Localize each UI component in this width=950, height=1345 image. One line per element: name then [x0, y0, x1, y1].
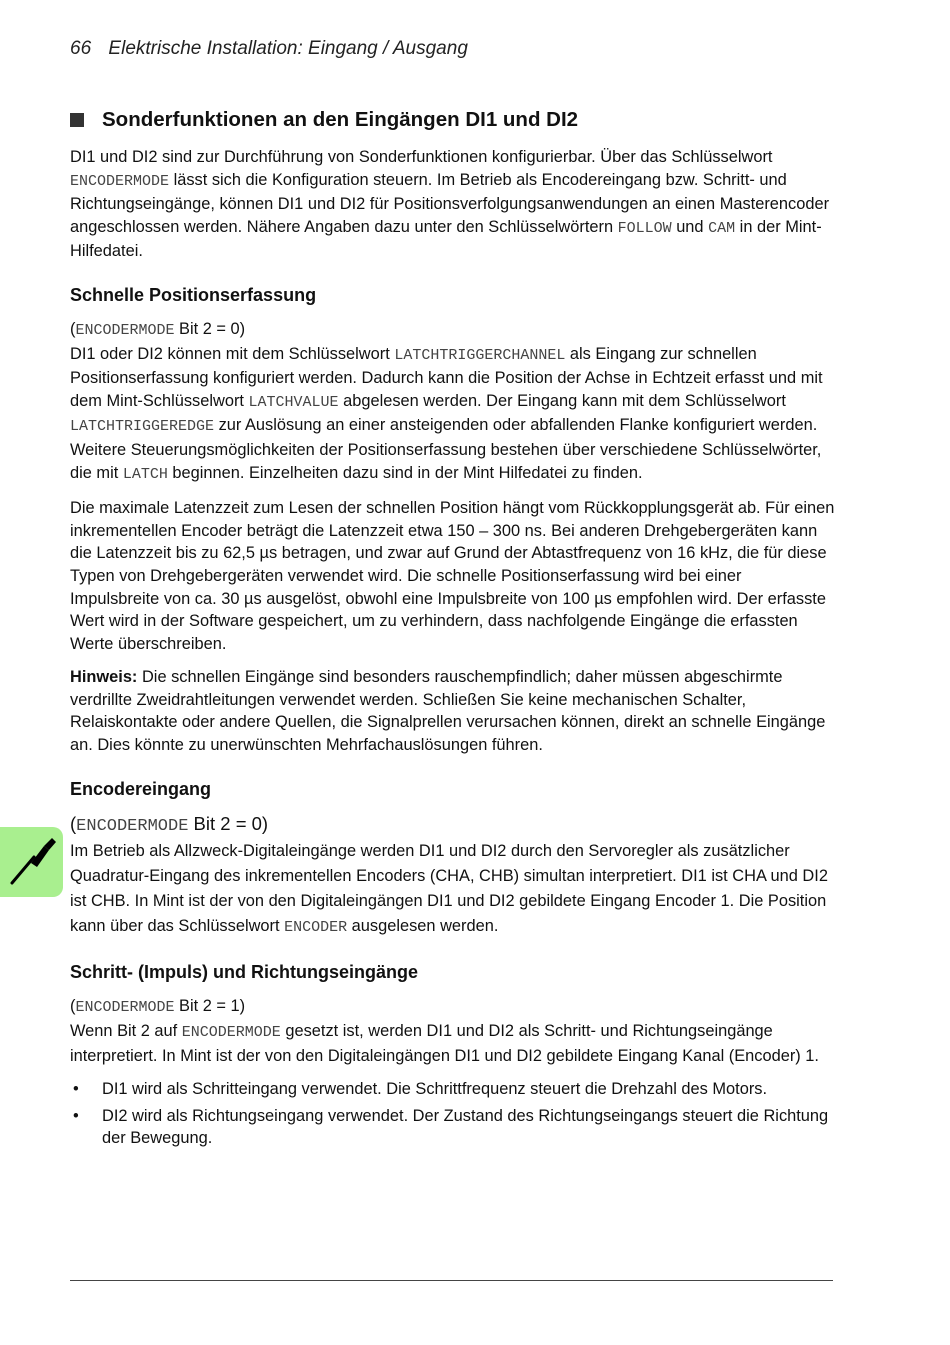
section-heading — [70, 108, 835, 132]
page-header — [70, 38, 468, 60]
list-item: • DI2 wird als Richtungseingang verwendet. Der Zustand des Richtungseingangs steuert die Richtung der Bewegung. — [73, 1106, 829, 1148]
section-tab — [0, 827, 63, 897]
note-paragraph: Hinweis: Die schnellen Eingänge sind besonders rauschempfindlich; daher müssen abgeschirmte verdrillte Zweidrahtleitungen verwendet werden. Schließen Sie keine mechanischen Schalter, Relaiskontakte oder andere Quellen, die Signalprellen verursachen können, direkt an schnelle Eingänge an. Dies könnte zu unerwünschten Mehrfachauslösungen führen. — [70, 668, 826, 755]
fast-capture-paragraph-1: (ENCODERMODE Bit 2 = 0) DI1 oder DI2 können mit dem Schlüsselwort LATCHTRIGGERCHANNEL als Eingang zur schnellen Positionserfassung konfiguriert werden. Dadurch kann die Position der Achse in Echtzeit erfasst und mit dem Mint-Schlüsselwort LATCHVALUE abgelesen werden. Der Eingang kann mit dem Schlüsselwort LATCHTRIGGEREDGE zur Auslösung an einer ansteigenden oder abfallenden Flanke konfiguriert werden. Weitere Steuerungsmöglichkeiten der Positionserfassung bestehen über verschiedene Schlüsselwörter, die mit LATCH beginnen. Einzelheiten dazu sind in der Mint Hilfedatei zu finden. — [70, 318, 835, 486]
bullet-icon: • — [73, 1080, 79, 1099]
page-content — [70, 108, 835, 1154]
fast-capture-condition: (ENCODERMODE Bit 2 = 0) — [70, 319, 246, 339]
footer-rule — [70, 1280, 833, 1281]
encoder-input-heading: Encodereingang — [70, 778, 212, 799]
page-header-title: Elektrische Installation: Eingang / Ausgang — [108, 38, 468, 59]
step-direction-condition: (ENCODERMODE Bit 2 = 1) — [70, 997, 246, 1017]
page-number: 66 — [70, 38, 92, 59]
fast-capture-heading: Schnelle Positionserfassung — [70, 284, 317, 305]
intro-paragraph: DI1 und DI2 sind zur Durchführung von Sonderfunktionen konfigurierbar. Über das Schlüsselwort ENCODERMODE lässt sich die Konfiguration steuern. Im Betrieb als Encodereingang bzw. Schritt- und Richtungseingänge, können DI1 und DI2 für Positionsverfolgungsanwendungen an einen Masterencoder angeschlossen werden. Nähere Angaben dazu unter den Schlüsselwörtern FOLLOW und CAM in der Mint-Hilfedatei. — [70, 148, 830, 261]
encoder-input-condition: (ENCODERMODE Bit 2 = 0) — [70, 812, 269, 836]
screwdriver-icon — [6, 833, 58, 891]
step-direction-heading: Schritt- (Impuls) und Richtungseingänge — [70, 962, 418, 983]
step-direction-list — [70, 1078, 835, 1150]
note-label: Hinweis: — [70, 668, 138, 687]
encoder-input-paragraph: (ENCODERMODE Bit 2 = 0) Im Betrieb als Allzweck-Digitaleingänge werden DI1 und DI2 durch den Servoregler als zusätzlicher Quadratur-Eingang des inkrementellen Encoders (CHA, CHB) simultan interpretiert. DI1 ist CHA und DI2 ist CHB. In Mint ist der von den Digitaleingängen DI1 und DI2 gebildete Eingang Encoder 1. Die Position kann über das Schlüsselwort ENCODER ausgelesen werden. — [70, 812, 835, 941]
step-direction-paragraph: (ENCODERMODE Bit 2 = 1) Wenn Bit 2 auf ENCODERMODE gesetzt ist, werden DI1 und DI2 als Schritt- und Richtungseingänge interpretiert. In Mint ist der von den Digitaleingängen DI1 und DI2 gebildete Eingang Kanal (Encoder) 1. — [70, 995, 835, 1067]
section-title: Sonderfunktionen an den Eingängen DI1 und DI2 — [102, 108, 579, 131]
fast-capture-paragraph-2: Die maximale Latenzzeit zum Lesen der schnellen Position hängt vom Rückkopplungsgerät ab. Für einen inkrementellen Encoder beträgt die Latenzzeit etwa 150 – 300 ns. Bei anderen Drehgebergeräten kann die Latenzzeit bis zu 62,5 µs betragen, und zwar auf Grund der Abtastfrequenz von 16 kHz, die für diese Typen von Drehgebergeräten verwendet wird. Die schnelle Positionserfassung wird bei einer Impulsbreite von ca. 30 µs ausgelöst, obwohl eine Impulsbreite von 100 µs empfohlen wird. Der erfasste Wert wird in der Software gespeichert, um zu verhindern, dass nachfolgende Eingänge die erfassten Werte überschreiben. — [70, 499, 835, 653]
list-item: • DI1 wird als Schritteingang verwendet. Die Schrittfrequenz steuert die Drehzahl des Motors. — [70, 1078, 835, 1101]
bullet-icon: • — [73, 1106, 79, 1125]
heading-square-icon — [70, 113, 84, 127]
